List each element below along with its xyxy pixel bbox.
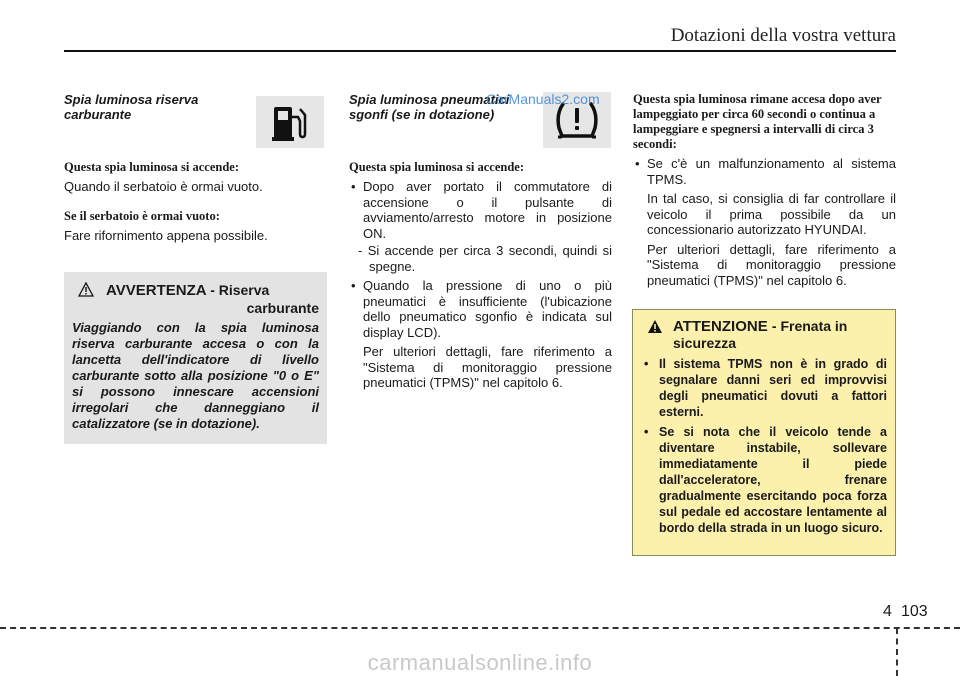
warning-triangle-icon [647,319,663,338]
watermark: CarManuals2.com [486,91,600,107]
section-tpms-malfunction [633,92,896,288]
footer-watermark: carmanualsonline.info [367,650,593,675]
section-title: Spia luminosa riserva carburante [64,92,199,122]
warning-triangle-icon [78,282,94,301]
caution-label: ATTENZIONE [673,318,768,335]
condition-text: Quando il serbatoio è ormai vuoto. [64,179,263,194]
caution-subtitle-a: - Frenata in [771,318,848,334]
warning-label: AVVERTENZA [106,282,207,299]
reference-text: Per ulteriori dettagli, fare riferimento a "Sistema di monitoraggio pressione pneumatici (TPMS)" nel capitolo 6. [647,241,896,288]
condition-heading: Questa spia luminosa rimane accesa dopo aver lampeggiato per circa 60 secondi o continua a lampeggiare e spegnersi a intervalli di circa 3 secondi: [633,92,882,151]
chapter-number: 4 [883,603,892,620]
warning-body: Viaggiando con la spia luminosa riserva carburante accesa o con la lancetta dell'indicatore di livello carburante sotto alla posizione "0 o E" si possono innescare accensioni irregolari che danneggiano il catalizzatore (se in dotazione). [72,320,319,431]
list-item: • Il sistema TPMS non è in grado di segnalare danni seri ed improvvisi degli pneumatici dovuti a fattori esterni. [641,356,887,420]
condition-heading: Questa spia luminosa si accende: [349,160,525,174]
warning-subtitle-a: - Riserva [210,282,270,298]
list-item: • Dopo aver portato il commutatore di accensione o il pulsante di avviamento/arresto motore in posizione ON. [349,179,612,241]
section-tpms-warning [349,92,612,391]
running-header: Dotazioni della vostra vettura [670,25,896,46]
advice-text: In tal caso, si consiglia di far controllare il veicolo il prima possibile da un concessionario autorizzato HYUNDAI. [647,191,896,237]
fuel-pump-icon [256,96,324,148]
header-rule [64,50,896,52]
page-number: 103 [901,603,928,620]
action-heading: Se il serbatoio è ormai vuoto: [64,209,220,223]
caution-subtitle-b: sicurezza [673,335,737,351]
condition-heading: Questa spia luminosa si accende: [64,160,240,174]
caution-box [632,309,896,556]
list-item: • Se c'è un malfunzionamento al sistema TPMS. [633,156,896,187]
warning-box [64,272,327,444]
reference-text: Per ulteriori dettagli, fare riferimento a "Sistema di monitoraggio pressione pneumatici (TPMS)" nel capitolo 6. [363,344,612,390]
list-subitem: - Si accende per circa 3 secondi, quindi si spegne. [358,243,612,274]
warning-heading [72,282,319,299]
section-title: Spia luminosa pneumatici sgonfi (se in dotazione) [349,92,510,122]
action-text: Fare rifornimento appena possibile. [64,228,268,243]
footer-rule [0,627,960,629]
warning-subtitle-b: carburante [246,300,319,316]
list-item: • Quando la pressione di uno o più pneumatici è insufficiente (l'ubicazione dello pneumatico sgonfio è indicata sul display LCD). [349,278,612,340]
caution-heading [641,318,887,352]
section-fuel-warning [64,92,327,244]
list-item: • Se si nota che il veicolo tende a diventare instabile, sollevare immediatamente il piede dall'acceleratore, frenare gradualmente esercitando poca forza sul pedale ed accostare lentamente al bordo della strada in un luogo sicuro. [641,424,887,536]
